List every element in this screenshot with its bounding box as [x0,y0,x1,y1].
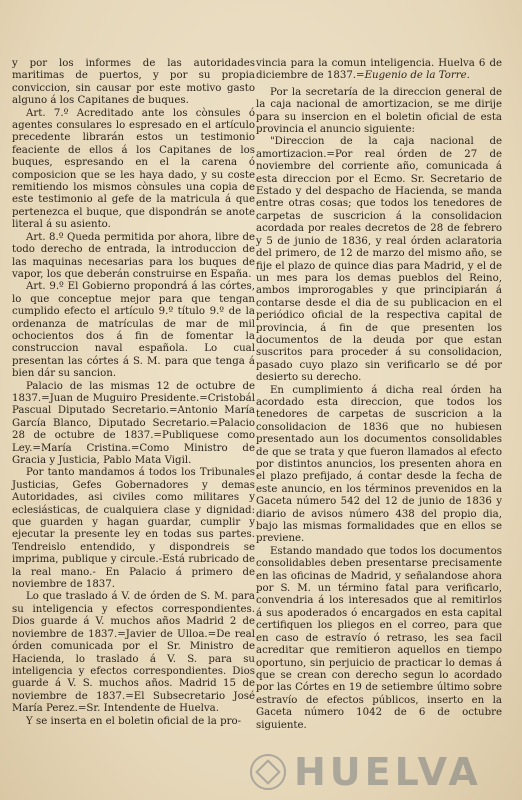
paragraph: Lo que traslado á V. de órden de S. M. para su inteligencia y efectos correspondientes. Dios guarde á V. muchos años Madrid 2 de noviembre de 1837.=Javier de Ulloa.=De real órden comunicada por el Sr. Ministro de Hacienda, lo traslado á V. S. para su inteligencia y efectos correspondientes. Dios guarde á V. S. muchos años. Madrid 15 de noviembre de 1837.=El Subsecretario José María Perez.=Sr. Intendente de Huelva. [12,591,255,715]
paragraph: Estando mandado que todos los documentos consolidables deben presentarse precisamente en las oficinas de Madrid, y señalandose ahora por S. M. un término fatal para verificarlo, convendria á los interesados que al remitirlos á sus apoderados ó encargados en esta capital certifiquen los pliegos en el correo, para que en caso de estravío ó retraso, les sea facil acreditar que remitieron aquellos en tiempo oportuno, sin perjuicio de practicar lo demas á que se crean con derecho segun lo acordado por las Córtes en 19 de setiembre último sobre estravío de efectos públicos, inserto en la Gaceta número 1042 de 6 de octubre siguiente. [256,545,502,731]
paragraph: y por los informes de las autoridades maritimas de puertos, y por su propia conviccion, sin causar por este motivo gasto alguno á los Capitanes de buques. [12,58,255,107]
right-column [256,58,502,732]
watermark-text: HUELVA [294,750,482,794]
article-7: Art. 7.º Acreditado ante los cònsules ó agentes consulares lo espresado en el artículo precedente librarán estos un testimonio feaciente de ellos á los Capitanes de los buques, espresando en el la carena ó composicion que se les haya dado, y su coste remitiendo los mismos cònsules una copia de este testimonio al gefe de la matricula á que pertenezca el buque, que dispondrán se anote literal á su asiento. [12,107,255,231]
continuation-text: vincia para la comun inteligencia. Huelva 6 de diciembre de 1837.= [256,58,502,82]
paragraph-continuation [256,58,502,83]
watermark [250,752,512,792]
seal-icon [250,754,286,790]
paragraph: Por tanto mandamos á todos los Tribunales Justicias, Gefes Gobernadores y demas Autoridades, asi civiles como militares y eclesiásticas, de cualquiera clase y dignidad: que guarden y hagan guardar, cumplir y ejecutar la presente ley en todas sus partes. Tendreislo entendido, y dispondreis se imprima, publique y circule.-Está rubricado de la real mano.- En Palacio á primero de noviembre de 1837. [12,467,255,591]
signature: Eugenio de la Torre. [364,70,470,82]
article-9: Art. 9.º El Gobierno propondrá á las córtes, lo que conceptue mejor para que tengan cumplido efecto el artículo 9.º título 9.º de la ordenanza de matrículas de mar de mil ochocientos dos á fin de fomentar la construccion naval española. Lo cual presentan las córtes á S. M. para que tenga á bien dár su sancion. [12,281,255,380]
paragraph: Palacio de las mismas 12 de octubre de 1837.=Juan de Muguiro Presidente.=Cristobál Pascual Diputado Secretario.=Antonio María García Blanco, Diputado Secretario.=Palacio 28 de octubre de 1837.=Publiquese como Ley.=María Cristina.=Como Ministro de Gracia y Justicia, Pablo Mata Vigil. [12,380,255,466]
paragraph: Y se inserta en el boletin oficial de la pro- [26,715,242,727]
paragraph: Por la secretaría de la direccion general de la caja nacional de amortizacion, se me dirije para su insercion en el boletin oficial de esta provincia el anuncio siguiente: [256,86,502,136]
left-column [12,58,255,728]
paragraph: En cumplimiento á dicha real órden ha acordado esta direccion, que todos los tenedores de carpetas de suscricion a la consolidacion de 1836 que no hubiesen presentado aun los documentos consolidables de que se trata y que fueron llamados al efecto por distintos anuncios, los presenten ahora en el plazo prefijado, á contar desde la fecha de este anuncio, en los términos prevenidos en la Gaceta número 542 del 12 de junio de 1836 y diario de avisos número 438 del propio dia, bajo las mismas formalidades que en ellos se previene. [256,384,502,545]
announcement: "Direccion de la caja nacional de amortizacion.=Por real órden de 27 de noviembre del corriente año, comunicada á esta direccion por el Ecmo. Sr. Secretario de Estado y del despacho de Hacienda, se manda entre otras cosas; que todos los tenedores de carpetas de suscricion á la consolidacion acordada por reales decretos de 28 de febrero y 5 de junio de 1836, y real órden aclaratoria del primero, de 12 de marzo del mismo año, se fije el plazo de quince dias para Madrid, y el de un mes para los demas pueblos del Reino, ambos improrogables y que principiarán á contarse desde el dia de su publicacion en el periódico oficial de la respectiva capital de provincia, á fin de que presenten los documentos de la deuda por que estan suscritos para proceder á su consolidacion, pasado cuyo plazo sin verificarlo se dé por desierto su derecho. [256,136,502,384]
article-8: Art. 8.º Queda permitida por ahora, libre de todo derecho de entrada, la introduccion de las maquinas necesarias para los buques de vapor, los que deberán construirse en España. [12,231,255,280]
